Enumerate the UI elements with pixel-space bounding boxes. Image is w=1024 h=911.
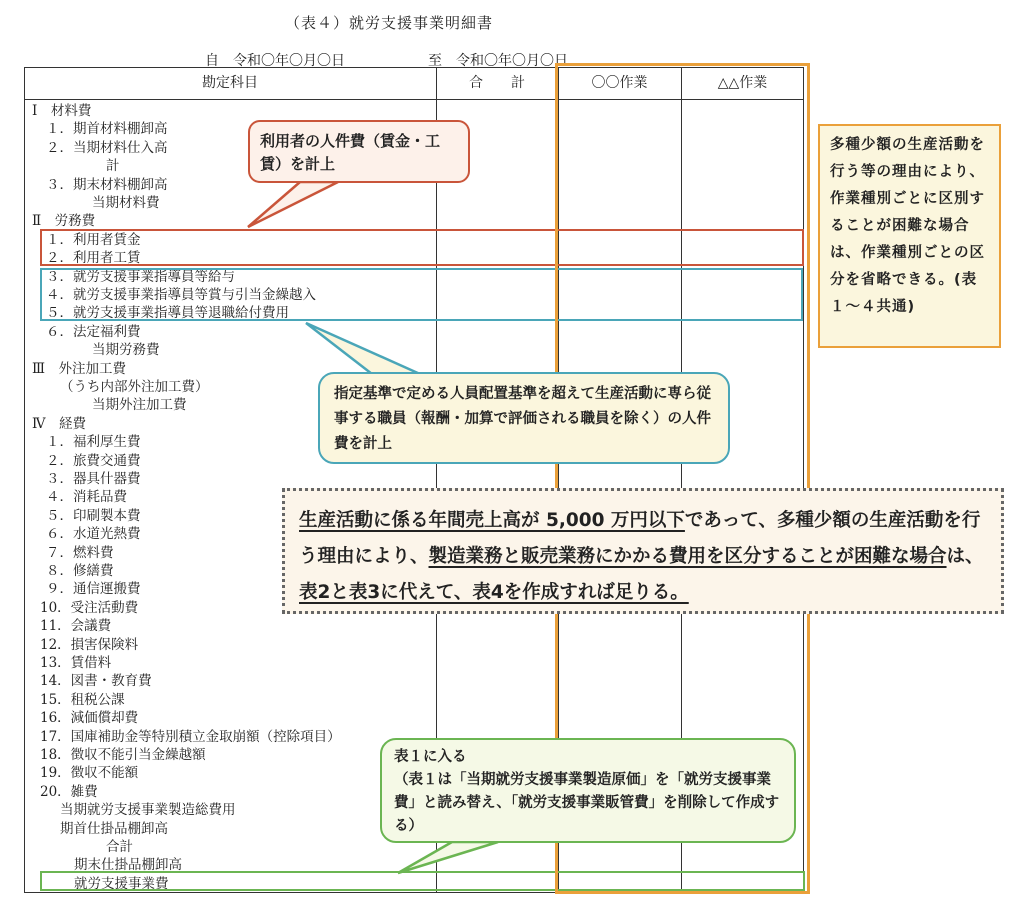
column-header-total: 合 計 (469, 75, 525, 91)
callout-table1-heading: 表１に入る (394, 749, 467, 765)
table-row: ４．消耗品費 (46, 489, 127, 505)
column-header-account: 勘定科目 (202, 75, 258, 91)
table-row: １．利用者賃金 (46, 232, 141, 248)
table-row: 当期就労支援事業製造総費用 (60, 802, 236, 818)
period-to: 至 令和〇年〇月〇日 (428, 53, 568, 69)
table-row: ６．法定福利費 (46, 324, 141, 340)
table-row: 14．図書・教育費 (40, 673, 152, 689)
column-header-work-a: 〇〇作業 (591, 75, 648, 91)
table-row: 当期労務費 (92, 342, 160, 358)
table-row: 10．受注活動費 (40, 600, 139, 616)
table-row: ５．印刷製本費 (46, 508, 141, 524)
callout-table4-condition (282, 488, 1004, 614)
table-row: ５．就労支援事業指導員等退職給付費用 (46, 305, 289, 321)
callout-work-type-omission: 多種少額の生産活動を行う等の理由により、作業種別ごとに区別することが困難な場合は、作業種別ごとの区分を省略できる。(表１～４共通) (818, 124, 1001, 348)
table-row: 11．会議費 (40, 618, 112, 634)
table-row: Ⅳ 経費 (32, 416, 86, 432)
table-row: Ⅱ 労務費 (32, 213, 96, 229)
table-row: 15．租税公課 (40, 692, 125, 708)
table-row: 期末仕掛品棚卸高 (74, 857, 182, 873)
table-row: 12．損害保険料 (40, 637, 139, 653)
table-row: 16．減価償却費 (40, 710, 139, 726)
period-from: 自 令和〇年〇月〇日 (205, 53, 345, 69)
table-row: ２．利用者工賃 (46, 250, 141, 266)
table-row: ３．期末材料棚卸高 (46, 177, 168, 193)
table-row: 当期材料費 (92, 195, 160, 211)
table-row: １．福利厚生費 (46, 434, 141, 450)
table-row: 当期外注加工費 (92, 397, 187, 413)
table-row: Ⅲ 外注加工費 (32, 361, 127, 377)
condition-sales-limit: 生産活動に係る年間売上高が 5,000 万円以下 (299, 510, 685, 531)
table-row: １．期首材料棚卸高 (46, 121, 168, 137)
page-title: （表４）就労支援事業明細書 (285, 14, 494, 32)
table-row: 期首仕掛品棚卸高 (60, 821, 168, 837)
table-row: 19．徴収不能額 (40, 765, 139, 781)
table-row: 13．賃借料 (40, 655, 112, 671)
table-row: 18．徴収不能引当金繰越額 (40, 747, 206, 763)
callout-table1-link (380, 738, 796, 843)
condition-text-2: は、 (946, 546, 984, 567)
condition-text-1: であって、多種少額の生産活動を行う理由により、 (299, 510, 981, 567)
condition-table4-instead: 表2と表3に代えて、表4を作成すれば足りる。 (299, 582, 689, 603)
table-row: ２．当期材料仕入高 (46, 140, 168, 156)
table-row: ４．就労支援事業指導員等賞与引当金繰越入 (46, 287, 316, 303)
table-row: ８．修繕費 (46, 563, 114, 579)
table-row: 20．雑費 (40, 784, 98, 800)
callout-user-labor-cost: 利用者の人件費（賃金・工賃）を計上 (248, 120, 470, 183)
condition-cost-separation: 製造業務と販売業務にかかる費用を区分することが困難な場合 (428, 546, 947, 567)
table-row: 合計 (106, 839, 133, 855)
table-row: Ⅰ 材料費 (32, 103, 92, 119)
table-row: 17．国庫補助金等特別積立金取崩額（控除項目） (40, 729, 341, 745)
callout-instructor-labor-cost: 指定基準で定める人員配置基準を超えて生産活動に専ら従事する職員（報酬・加算で評価される職員を除く）の人件費を計上 (318, 372, 730, 464)
table-row: ６．水道光熱費 (46, 526, 141, 542)
callout-table1-note: （表１は「当期就労支援事業製造原価」を「就労支援事業費」と読み替え、「就労支援事業販管費」を削除して作成する） (394, 772, 780, 834)
table-row: 就労支援事業費 (74, 876, 169, 892)
table-row: ２．旅費交通費 (46, 453, 141, 469)
table-row: （うち内部外注加工費） (60, 379, 209, 395)
column-header-work-b: △△作業 (717, 75, 768, 91)
table-row: ３．器具什器費 (46, 471, 141, 487)
table-row: 計 (106, 158, 120, 174)
table-row: ７．燃料費 (46, 545, 114, 561)
table-row: ３．就労支援事業指導員等給与 (46, 269, 235, 285)
table-row: ９．通信運搬費 (46, 581, 141, 597)
